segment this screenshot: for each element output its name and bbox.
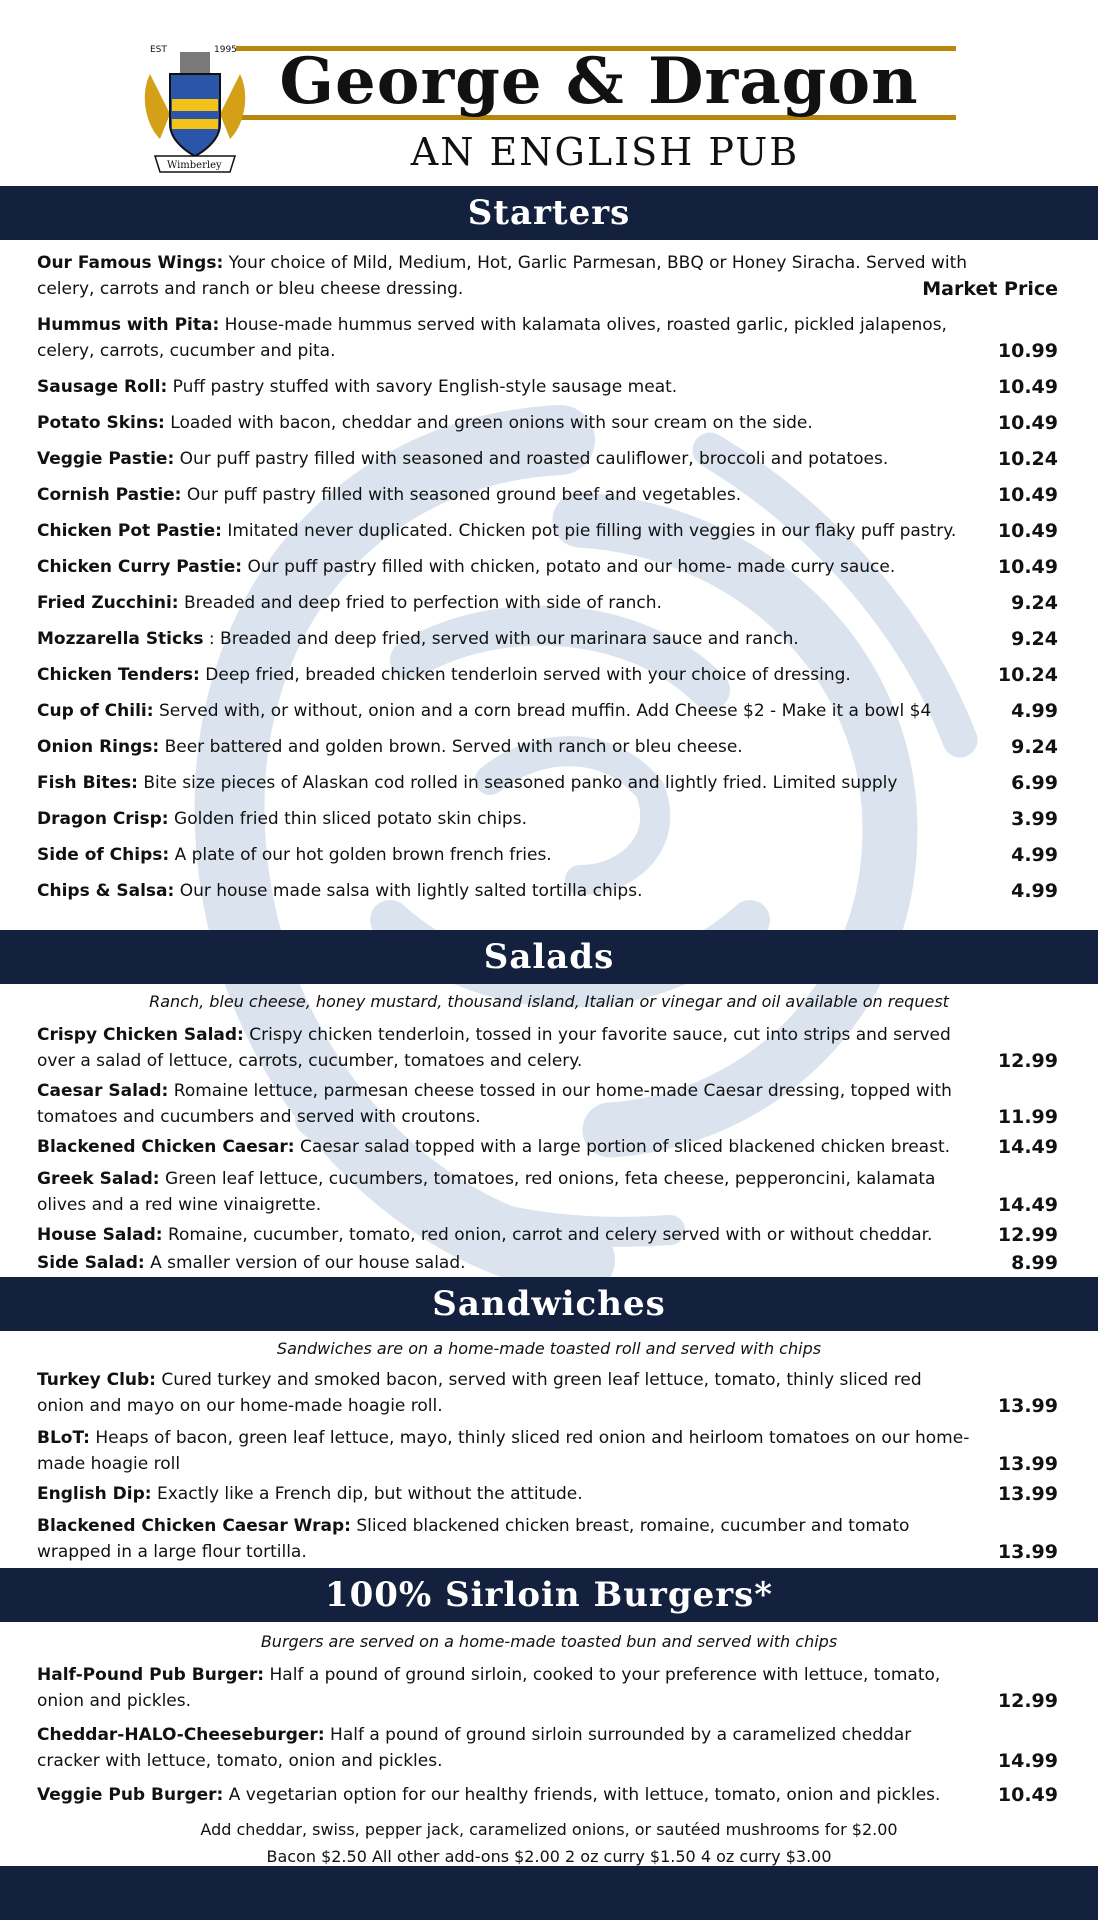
menu-item-name: Cornish Pastie: — [37, 485, 182, 505]
menu-item-price: 11.99 — [997, 1106, 1058, 1128]
menu-item-text — [37, 734, 1061, 760]
menu-item — [37, 554, 1061, 580]
menu-item — [37, 626, 1061, 652]
menu-item-price: 13.99 — [997, 1541, 1058, 1563]
menu-item-price: 4.99 — [1011, 700, 1058, 722]
menu-item-text — [37, 1134, 1061, 1160]
menu-item — [37, 1250, 1061, 1276]
menu-item-price: 10.49 — [997, 484, 1058, 506]
menu-item-text — [37, 1513, 1061, 1565]
menu-item-desc: : Breaded and deep fried, served with our marinara sauce and ranch. — [208, 629, 799, 649]
menu-item-name: Veggie Pub Burger: — [37, 1785, 224, 1805]
menu-item-name: Blackened Chicken Caesar: — [37, 1137, 295, 1157]
menu-item-price: 12.99 — [997, 1690, 1058, 1712]
menu-item-price: 10.49 — [997, 376, 1058, 398]
menu-item-name: Fish Bites: — [37, 773, 138, 793]
menu-item-desc: Romaine lettuce, parmesan cheese tossed in our home-made Caesar dressing, topped with tomatoes and cucumbers and served with croutons. — [37, 1081, 952, 1127]
menu-item-name: Caesar Salad: — [37, 1081, 169, 1101]
menu-item-text — [37, 482, 1061, 508]
pub-subtitle: AN ENGLISH PUB — [410, 130, 800, 174]
menu-item — [37, 446, 1061, 472]
menu-item-price: 14.49 — [997, 1194, 1058, 1216]
crest-logo — [140, 44, 250, 176]
menu-item — [37, 1367, 1061, 1419]
menu-item-text — [37, 554, 1061, 580]
menu-item — [37, 1166, 1061, 1218]
menu-item-desc: Crispy chicken tenderloin, tossed in your favorite sauce, cut into strips and served over a salad of lettuce, carrots, cucumber, tomatoes and celery. — [37, 1025, 951, 1071]
menu-item-desc: Cured turkey and smoked bacon, served with green leaf lettuce, tomato, thinly sliced red onion and mayo on our home-made hoagie roll. — [37, 1370, 922, 1416]
menu-item-price: 9.24 — [1011, 628, 1058, 650]
menu-item-price: 10.49 — [997, 1784, 1058, 1806]
menu-item-text — [37, 1222, 1061, 1248]
menu-item-text — [37, 312, 1061, 364]
menu-item-desc: Caesar salad topped with a large portion of sliced blackened chicken breast. — [299, 1137, 951, 1157]
menu-item-price: 8.99 — [1011, 1252, 1058, 1274]
menu-item-text — [37, 374, 1061, 400]
menu-item-desc: Heaps of bacon, green leaf lettuce, mayo, thinly sliced red onion and heirloom tomatoes on our home-made hoagie roll — [37, 1428, 970, 1474]
menu-item-price: 10.49 — [997, 556, 1058, 578]
crest-town: Wimberley — [167, 160, 222, 171]
menu-item-price: 10.99 — [997, 340, 1058, 362]
menu-item-name: Cheddar-HALO-Cheeseburger: — [37, 1725, 325, 1745]
menu-item-price: 10.24 — [997, 664, 1058, 686]
menu-item-desc: Beer battered and golden brown. Served with ranch or bleu cheese. — [164, 737, 743, 757]
menu-item-text — [37, 1367, 1061, 1419]
sandwiches-banner — [0, 1277, 1098, 1331]
menu-item-price: 14.99 — [997, 1750, 1058, 1772]
menu-item-price: 13.99 — [997, 1395, 1058, 1417]
menu-item-text — [37, 1250, 1061, 1276]
menu-item-name: Half-Pound Pub Burger: — [37, 1665, 265, 1685]
starters-heading: Starters — [467, 193, 631, 233]
menu-item-desc: Breaded and deep fried to perfection with side of ranch. — [184, 593, 662, 613]
menu-item — [37, 662, 1061, 688]
burgers-heading: 100% Sirloin Burgers* — [324, 1575, 774, 1615]
menu-item-text — [37, 1481, 1061, 1507]
sandwiches-section — [37, 1337, 1061, 1565]
crest-est: EST — [150, 45, 167, 55]
menu-item — [37, 1022, 1061, 1074]
menu-item-text — [37, 626, 1061, 652]
menu-item-text — [37, 698, 1061, 724]
starters-banner — [0, 186, 1098, 240]
sandwiches-note: Sandwiches are on a home-made toasted roll and served with chips — [276, 1339, 822, 1358]
menu-item-desc: House-made hummus served with kalamata olives, roasted garlic, pickled jalapenos, celery, carrots, cucumber and pita. — [37, 315, 947, 361]
menu-item-name: Mozzarella Sticks — [37, 629, 204, 649]
menu-item-name: House Salad: — [37, 1225, 163, 1245]
menu-item-desc: Green leaf lettuce, cucumbers, tomatoes, red onions, feta cheese, pepperoncini, kalamata olives and a red wine vinaigrette. — [37, 1169, 936, 1215]
menu-item-price: 10.24 — [997, 448, 1058, 470]
menu-item-text — [37, 1022, 1061, 1074]
menu-item-desc: A smaller version of our house salad. — [150, 1253, 466, 1273]
menu-item-text — [37, 590, 1061, 616]
menu-item-name: Onion Rings: — [37, 737, 160, 757]
menu-item-name: Chicken Pot Pastie: — [37, 521, 222, 541]
menu-item — [37, 590, 1061, 616]
menu-item-name: Chips & Salsa: — [37, 881, 175, 901]
menu-item — [37, 842, 1061, 868]
menu-item-text — [37, 410, 1061, 436]
menu-item-desc: Imitated never duplicated. Chicken pot pie filling with veggies in our flaky puff pastry. — [227, 521, 957, 541]
menu-item — [37, 1722, 1061, 1774]
starters-section — [37, 250, 1061, 910]
menu-item-text — [37, 770, 1061, 796]
menu-item-text — [37, 518, 1061, 544]
sandwiches-heading: Sandwiches — [432, 1284, 666, 1324]
menu-item — [37, 698, 1061, 724]
menu-item-price: 13.99 — [997, 1453, 1058, 1475]
menu-item-text — [37, 1166, 1061, 1218]
menu-item-desc: Our puff pastry filled with seasoned ground beef and vegetables. — [186, 485, 742, 505]
menu-item-name: Veggie Pastie: — [37, 449, 175, 469]
salads-note: Ranch, bleu cheese, honey mustard, thousand island, Italian or vinegar and oil available on request — [149, 992, 949, 1011]
menu-item — [37, 878, 1061, 904]
menu-item-desc: Golden fried thin sliced potato skin chips. — [174, 809, 527, 829]
menu-item — [37, 482, 1061, 508]
burgers-section — [37, 1630, 1061, 1866]
menu-item — [37, 734, 1061, 760]
menu-item-name: Side Salad: — [37, 1253, 145, 1273]
menu-item-name: Cup of Chili: — [37, 701, 154, 721]
menu-item-desc: Half a pound of ground sirloin surrounded by a caramelized cheddar cracker with lettuce, tomato, onion and pickles. — [37, 1725, 912, 1771]
menu-item-price: 6.99 — [1011, 772, 1058, 794]
menu-item-desc: Our house made salsa with lightly salted tortilla chips. — [179, 881, 643, 901]
menu-item-text — [37, 1662, 1061, 1714]
menu-item-text — [37, 1722, 1061, 1774]
menu-item — [37, 1513, 1061, 1565]
menu-item-name: Chicken Tenders: — [37, 665, 200, 685]
menu-item-name: Sausage Roll: — [37, 377, 168, 397]
menu-item-desc: Romaine, cucumber, tomato, red onion, carrot and celery served with or without cheddar. — [167, 1225, 933, 1245]
menu-item-text — [37, 806, 1061, 832]
menu-item-desc: A vegetarian option for our healthy friends, with lettuce, tomato, onion and pickles. — [228, 1785, 941, 1805]
menu-item-desc: A plate of our hot golden brown french fries. — [174, 845, 552, 865]
menu-item — [37, 1425, 1061, 1477]
menu-item-name: Fried Zucchini: — [37, 593, 179, 613]
menu-item — [37, 250, 1061, 302]
menu-item-price: 4.99 — [1011, 844, 1058, 866]
menu-item-price: 13.99 — [997, 1483, 1058, 1505]
menu-item-text — [37, 842, 1061, 868]
menu-item-name: Crispy Chicken Salad: — [37, 1025, 244, 1045]
menu-item-name: BLoT: — [37, 1428, 90, 1448]
menu-item-desc: Deep fried, breaded chicken tenderloin served with your choice of dressing. — [205, 665, 851, 685]
menu-item — [37, 1078, 1061, 1130]
menu-item — [37, 374, 1061, 400]
menu-item-name: Blackened Chicken Caesar Wrap: — [37, 1516, 351, 1536]
menu-item-price: 9.24 — [1011, 736, 1058, 758]
footer-bar — [0, 1866, 1098, 1920]
menu-item-price: Market Price — [922, 278, 1058, 300]
menu-item-text — [37, 1782, 1061, 1808]
menu-item — [37, 1662, 1061, 1714]
menu-item-price: 10.49 — [997, 520, 1058, 542]
menu-item-desc: Half a pound of ground sirloin, cooked to your preference with lettuce, tomato, onion and pickles. — [37, 1665, 941, 1711]
menu-item-desc: Bite size pieces of Alaskan cod rolled in seasoned panko and lightly fried. Limited supply — [143, 773, 898, 793]
menu-item — [37, 312, 1061, 364]
menu-item-desc: Puff pastry stuffed with savory English-style sausage meat. — [172, 377, 678, 397]
burger-addon-line: Bacon $2.50 All other add-ons $2.00 2 oz curry $1.50 4 oz curry $3.00 — [266, 1847, 832, 1866]
burger-addon-line: Add cheddar, swiss, pepper jack, caramelized onions, or sautéed mushrooms for $2.00 — [200, 1820, 898, 1839]
salads-banner — [0, 930, 1098, 984]
menu-item-name: Potato Skins: — [37, 413, 165, 433]
menu-item-name: Greek Salad: — [37, 1169, 160, 1189]
menu-item — [37, 410, 1061, 436]
menu-item-text — [37, 446, 1061, 472]
menu-item-text — [37, 1425, 1061, 1477]
menu-item-name: Side of Chips: — [37, 845, 170, 865]
menu-item-name: Chicken Curry Pastie: — [37, 557, 243, 577]
salads-heading: Salads — [483, 937, 615, 977]
menu-item-price: 14.49 — [997, 1136, 1058, 1158]
menu-item-desc: Our puff pastry filled with chicken, potato and our home- made curry sauce. — [247, 557, 896, 577]
menu-item-desc: Sliced blackened chicken breast, romaine, cucumber and tomato wrapped in a large flour tortilla. — [37, 1516, 910, 1562]
menu-item-desc: Your choice of Mild, Medium, Hot, Garlic Parmesan, BBQ or Honey Siracha. Served with celery, carrots and ranch or bleu cheese dressing. — [37, 253, 968, 299]
menu-item-desc: Exactly like a French dip, but without the attitude. — [157, 1484, 583, 1504]
menu-item — [37, 1481, 1061, 1507]
menu-item — [37, 1222, 1061, 1248]
menu-item-price: 9.24 — [1011, 592, 1058, 614]
menu-item — [37, 1134, 1061, 1160]
menu-item-desc: Our puff pastry filled with seasoned and roasted cauliflower, broccoli and potatoes. — [179, 449, 889, 469]
menu-item-text — [37, 878, 1061, 904]
menu-item-name: Hummus with Pita: — [37, 315, 220, 335]
menu-item-text — [37, 1078, 1061, 1130]
menu-item-desc: Served with, or without, onion and a corn bread muffin. Add Cheese $2 - Make it a bowl $4 — [158, 701, 932, 721]
menu-item-price: 10.49 — [997, 412, 1058, 434]
menu-item — [37, 806, 1061, 832]
burgers-banner — [0, 1568, 1098, 1622]
menu-item-name: Dragon Crisp: — [37, 809, 169, 829]
menu-item-name: Our Famous Wings: — [37, 253, 224, 273]
salads-section — [37, 990, 1061, 1275]
menu-item-text — [37, 662, 1061, 688]
menu-item-price: 12.99 — [997, 1224, 1058, 1246]
menu-item-desc: Loaded with bacon, cheddar and green onions with sour cream on the side. — [170, 413, 813, 433]
burgers-note: Burgers are served on a home-made toasted bun and served with chips — [260, 1632, 838, 1651]
menu-item-text — [37, 250, 1061, 302]
menu-item-price: 3.99 — [1011, 808, 1058, 830]
menu-item — [37, 1782, 1061, 1808]
menu-item-name: English Dip: — [37, 1484, 152, 1504]
pub-title: George & Dragon — [279, 44, 919, 119]
menu-item — [37, 770, 1061, 796]
menu-item-price: 12.99 — [997, 1050, 1058, 1072]
menu-item-price: 4.99 — [1011, 880, 1058, 902]
menu-item — [37, 518, 1061, 544]
crest-year: 1995 — [214, 45, 237, 55]
menu-item-name: Turkey Club: — [37, 1370, 156, 1390]
menu-header — [0, 0, 1098, 185]
